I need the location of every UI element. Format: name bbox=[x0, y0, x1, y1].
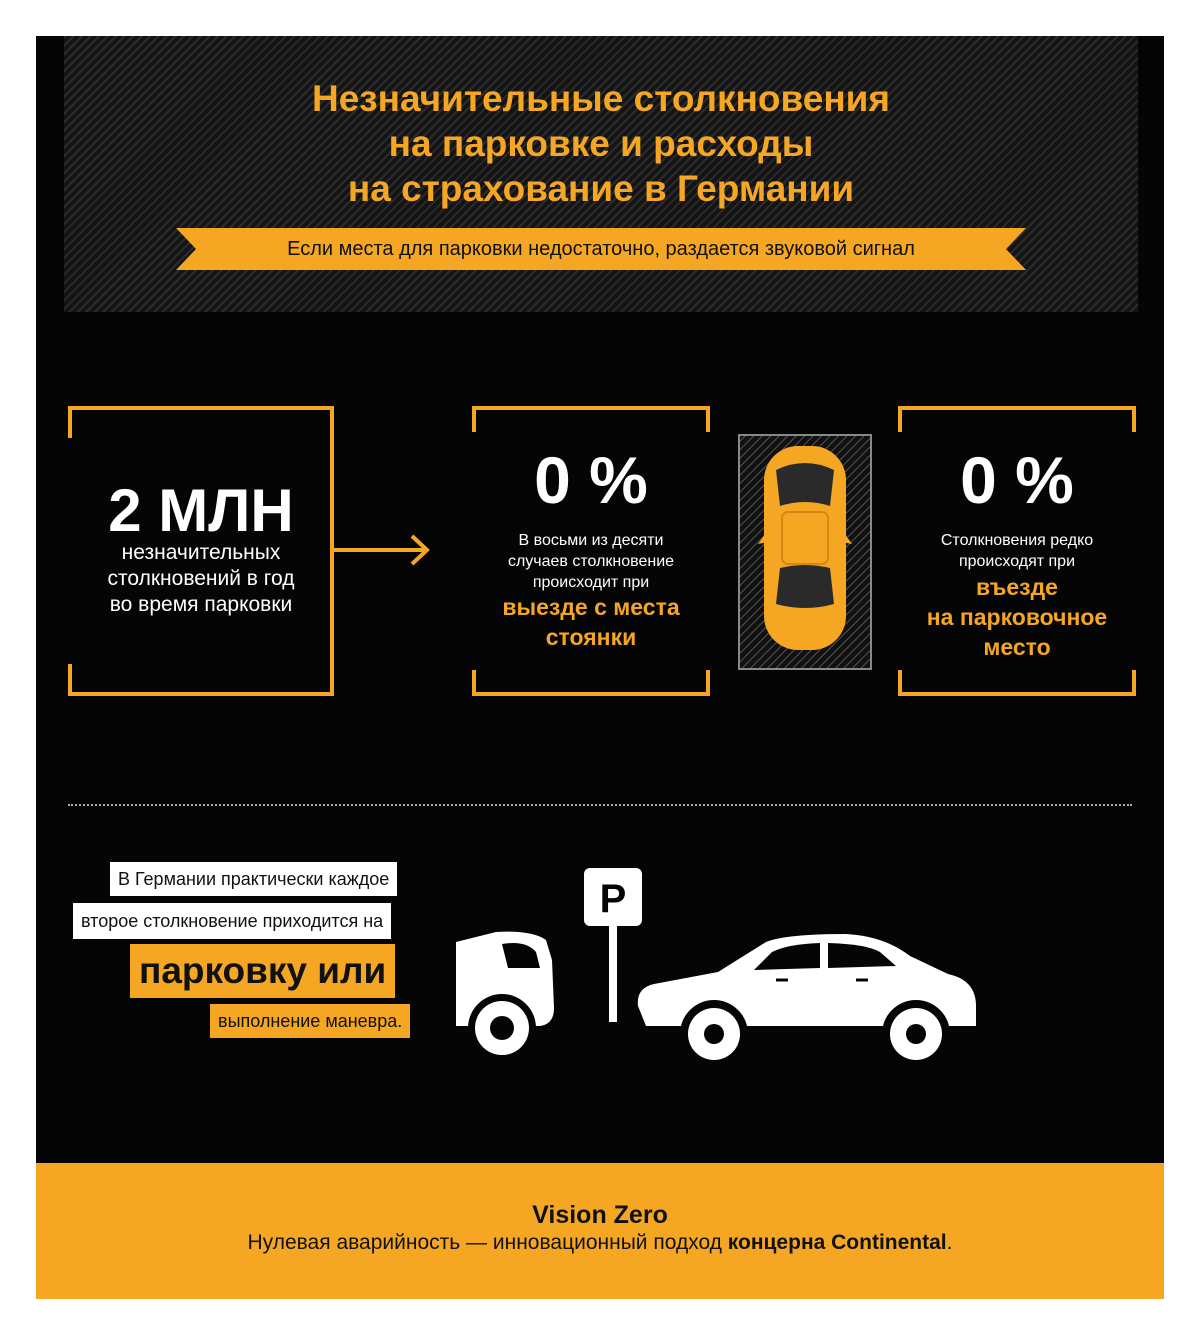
stat-exit-highlight bbox=[472, 592, 710, 652]
dotted-divider bbox=[68, 804, 1132, 806]
stat-entry-value: 0 % bbox=[960, 443, 1074, 517]
highlight-line: на парковочное bbox=[926, 604, 1108, 630]
highlight-line: место bbox=[983, 634, 1051, 660]
tag-line-2: второе столкновение приходится на bbox=[73, 903, 391, 939]
stat-entry-highlight bbox=[898, 572, 1136, 662]
caption-line: во время парковки bbox=[109, 593, 293, 616]
caption-line: случаев столкновение bbox=[507, 553, 675, 570]
caption-line: происходит при bbox=[532, 574, 650, 591]
parking-sign-icon bbox=[584, 868, 642, 1022]
parking-sign-letter: P bbox=[599, 877, 627, 921]
highlight-line: выезде с места bbox=[502, 594, 680, 620]
caption-line: В восьми из десяти bbox=[518, 532, 664, 549]
caption-line: происходят при bbox=[958, 553, 1076, 570]
title-line-1: Незначительные столкновения bbox=[311, 78, 891, 119]
stat-total-caption bbox=[68, 540, 334, 618]
footer-title: Vision Zero bbox=[532, 1201, 668, 1229]
stat-total-value: 2 МЛН bbox=[108, 477, 294, 544]
caption-line: незначительных bbox=[121, 541, 281, 564]
stat-exit-caption bbox=[472, 530, 710, 593]
header-panel bbox=[64, 36, 1138, 312]
stat-entry-caption bbox=[898, 530, 1136, 572]
title-line-2: на парковке и расходы bbox=[388, 123, 814, 164]
stat-box-total bbox=[68, 406, 334, 696]
sedan-car-icon bbox=[638, 934, 976, 1068]
footer-text: Нулевая аварийность — инновационный подход bbox=[247, 1231, 728, 1254]
caption-line: Столкновения редко bbox=[940, 532, 1094, 549]
car-top-view-icon bbox=[738, 434, 872, 670]
subtitle-ribbon bbox=[176, 228, 1026, 270]
hatchback-car-icon bbox=[456, 932, 554, 1062]
arrow-right-icon bbox=[332, 530, 432, 570]
tag-line-3: парковку или bbox=[130, 944, 395, 998]
footer-tagline bbox=[36, 1231, 1164, 1255]
page-title bbox=[64, 76, 1138, 211]
title-line-3: на страхование в Германии bbox=[347, 168, 855, 209]
stat-box-exit bbox=[472, 406, 710, 696]
stat-box-entry bbox=[898, 406, 1136, 696]
caption-line: столкновений в год bbox=[107, 567, 295, 590]
parking-scene-icon bbox=[436, 856, 996, 1086]
highlight-line: въезде bbox=[976, 574, 1058, 600]
tag-line-1: В Германии практически каждое bbox=[110, 862, 397, 896]
ribbon-text: Если места для парковки недостаточно, раздается звуковой сигнал bbox=[287, 238, 915, 260]
highlight-line: стоянки bbox=[545, 624, 637, 650]
tag-line-4: выполнение маневра. bbox=[210, 1004, 410, 1038]
footer bbox=[36, 1163, 1164, 1299]
stat-exit-value: 0 % bbox=[534, 443, 648, 517]
footer-text-end: . bbox=[946, 1231, 953, 1254]
footer-brand: концерна Continental bbox=[727, 1231, 947, 1254]
infographic bbox=[36, 36, 1164, 1299]
